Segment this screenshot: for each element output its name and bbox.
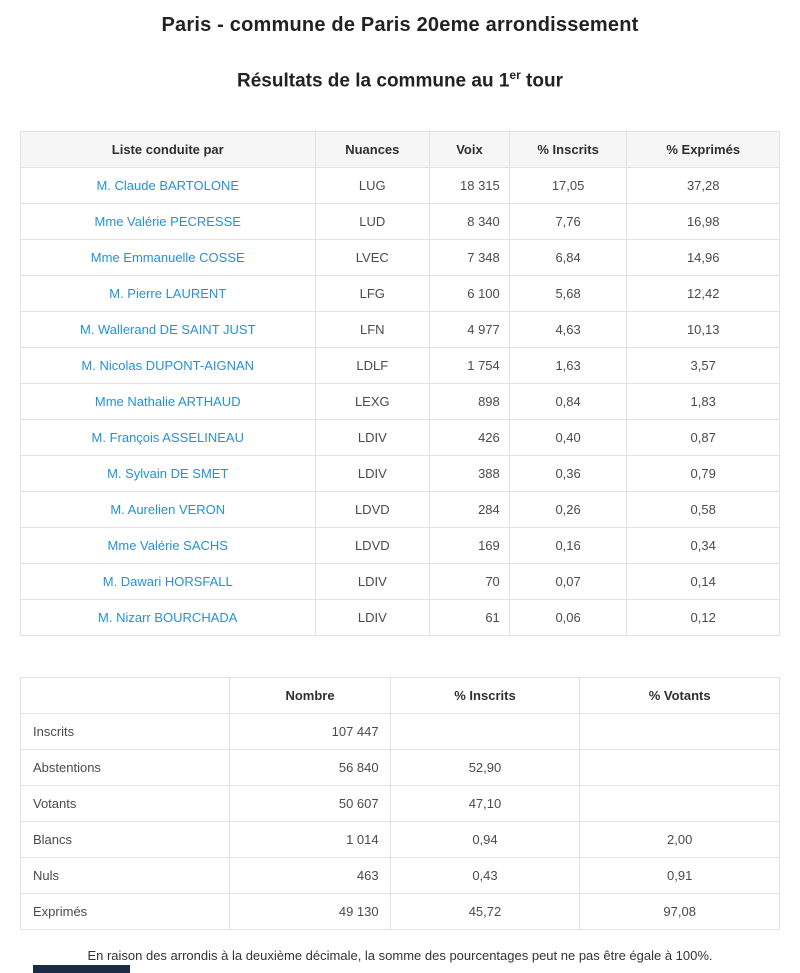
nombre-cell: 50 607 [230,786,390,822]
pct-inscrits-cell: 52,90 [390,750,580,786]
results-table-row [21,456,780,492]
pct-inscrits-cell: 45,72 [390,894,580,930]
candidate-link[interactable]: M. Sylvain DE SMET [107,466,229,482]
nuance-cell: LDIV [315,600,430,636]
voix-cell: 7 348 [430,240,510,276]
pct-inscrits-cell [390,714,580,750]
participation-table-row [21,714,780,750]
results-table-row [21,420,780,456]
results-table-row [21,276,780,312]
column-header-pct-inscrits-2: % Inscrits [390,678,580,714]
pct-inscrits-cell: 0,43 [390,858,580,894]
candidate-link[interactable]: Mme Nathalie ARTHAUD [94,394,241,410]
voix-cell: 6 100 [430,276,510,312]
pct-inscrits-cell: 7,76 [509,204,627,240]
pct-inscrits-cell: 0,07 [509,564,627,600]
pct-exprimes-cell: 0,87 [627,420,780,456]
nuance-cell: LUG [315,168,430,204]
candidate-cell [21,348,316,384]
pct-exprimes-cell: 0,58 [627,492,780,528]
column-header-nombre: Nombre [230,678,390,714]
candidate-link[interactable]: M. François ASSELINEAU [91,430,244,446]
participation-label-cell: Votants [21,786,230,822]
nuance-cell: LDIV [315,564,430,600]
pct-inscrits-cell: 0,16 [509,528,627,564]
pct-exprimes-cell: 37,28 [627,168,780,204]
nuance-cell: LDIV [315,420,430,456]
voix-cell: 898 [430,384,510,420]
nombre-cell: 49 130 [230,894,390,930]
voix-cell: 284 [430,492,510,528]
candidate-link[interactable]: M. Dawari HORSFALL [102,574,233,590]
results-table-row [21,564,780,600]
voix-cell: 8 340 [430,204,510,240]
pct-exprimes-cell: 1,83 [627,384,780,420]
pct-exprimes-cell: 12,42 [627,276,780,312]
results-table-row [21,492,780,528]
column-header-pct-exprimes: % Exprimés [627,132,780,168]
participation-label-cell: Nuls [21,858,230,894]
column-header-nuances: Nuances [315,132,430,168]
candidate-cell [21,240,316,276]
participation-table-row [21,786,780,822]
participation-table-row [21,858,780,894]
results-table-row [21,384,780,420]
voix-cell: 18 315 [430,168,510,204]
participation-table-row [21,822,780,858]
results-table-row [21,204,780,240]
candidate-link[interactable]: Mme Valérie PECRESSE [94,214,241,230]
candidate-cell [21,312,316,348]
pct-votants-cell: 0,91 [580,858,780,894]
nuance-cell: LDVD [315,492,430,528]
pct-exprimes-cell: 0,34 [627,528,780,564]
pct-exprimes-cell: 0,14 [627,564,780,600]
pct-inscrits-cell: 17,05 [509,168,627,204]
candidate-link[interactable]: M. Claude BARTOLONE [96,178,240,194]
rounding-footnote: En raison des arrondis à la deuxième décimale, la somme des pourcentages peut ne pas être égale à 100%. [87,948,713,964]
participation-label-cell: Exprimés [21,894,230,930]
partial-bottom-bar [33,965,130,973]
candidate-link[interactable]: M. Nizarr BOURCHADA [98,610,238,626]
nuance-cell: LDIV [315,456,430,492]
pct-inscrits-cell: 1,63 [509,348,627,384]
participation-table-row [21,750,780,786]
candidate-cell [21,564,316,600]
nuance-cell: LFN [315,312,430,348]
voix-cell: 169 [430,528,510,564]
pct-exprimes-cell: 16,98 [627,204,780,240]
results-table-row [21,348,780,384]
candidate-cell [21,204,316,240]
voix-cell: 61 [430,600,510,636]
page-title: Paris - commune de Paris 20eme arrondissement [161,14,639,36]
voix-cell: 426 [430,420,510,456]
column-header-pct-inscrits: % Inscrits [509,132,627,168]
candidate-link[interactable]: M. Nicolas DUPONT-AIGNAN [81,358,255,374]
pct-exprimes-cell: 3,57 [627,348,780,384]
pct-inscrits-cell: 0,06 [509,600,627,636]
column-header-pct-votants: % Votants [580,678,780,714]
pct-inscrits-cell: 47,10 [390,786,580,822]
pct-inscrits-cell: 4,63 [509,312,627,348]
nuance-cell: LDLF [315,348,430,384]
subtitle-prefix: Résultats de la commune au 1 [237,70,510,92]
nuance-cell: LDVD [315,528,430,564]
results-header-row [21,132,780,168]
voix-cell: 388 [430,456,510,492]
pct-votants-cell: 97,08 [580,894,780,930]
subtitle-suffix: tour [520,70,563,92]
pct-votants-cell [580,786,780,822]
pct-votants-cell [580,714,780,750]
pct-inscrits-cell: 6,84 [509,240,627,276]
candidate-cell [21,168,316,204]
pct-inscrits-cell: 0,84 [509,384,627,420]
pct-exprimes-cell: 14,96 [627,240,780,276]
participation-table-row [21,894,780,930]
participation-table [20,677,780,930]
candidate-cell [21,420,316,456]
voix-cell: 4 977 [430,312,510,348]
results-table-row [21,240,780,276]
nuance-cell: LUD [315,204,430,240]
candidate-cell [21,600,316,636]
pct-votants-cell [580,750,780,786]
nombre-cell: 56 840 [230,750,390,786]
results-table-row [21,528,780,564]
nombre-cell: 1 014 [230,822,390,858]
candidate-cell [21,528,316,564]
candidate-link[interactable]: M. Pierre LAURENT [109,286,227,302]
candidate-link[interactable]: Mme Valérie SACHS [107,538,228,554]
nombre-cell: 463 [230,858,390,894]
subtitle-ordinal-sup: er [509,68,521,82]
nuance-cell: LEXG [315,384,430,420]
candidate-cell [21,276,316,312]
candidate-link[interactable]: M. Wallerand DE SAINT JUST [79,322,256,338]
candidate-cell [21,384,316,420]
results-table-row [21,600,780,636]
results-table [20,131,780,636]
column-header-voix: Voix [430,132,510,168]
voix-cell: 70 [430,564,510,600]
pct-exprimes-cell: 10,13 [627,312,780,348]
candidate-link[interactable]: Mme Emmanuelle COSSE [90,250,245,266]
nuance-cell: LVEC [315,240,430,276]
participation-label-cell: Inscrits [21,714,230,750]
participation-label-cell: Abstentions [21,750,230,786]
participation-header-row [21,678,780,714]
candidate-link[interactable]: M. Aurelien VERON [110,502,226,518]
results-table-row [21,312,780,348]
pct-inscrits-cell: 5,68 [509,276,627,312]
pct-votants-cell: 2,00 [580,822,780,858]
pct-inscrits-cell: 0,36 [509,456,627,492]
pct-inscrits-cell: 0,94 [390,822,580,858]
results-table-row [21,168,780,204]
pct-exprimes-cell: 0,12 [627,600,780,636]
candidate-cell [21,492,316,528]
pct-inscrits-cell: 0,26 [509,492,627,528]
voix-cell: 1 754 [430,348,510,384]
pct-exprimes-cell: 0,79 [627,456,780,492]
nuance-cell: LFG [315,276,430,312]
participation-label-cell: Blancs [21,822,230,858]
column-header-liste: Liste conduite par [21,132,316,168]
nombre-cell: 107 447 [230,714,390,750]
candidate-cell [21,456,316,492]
column-header-empty [21,678,230,714]
page-subtitle [20,68,780,92]
pct-inscrits-cell: 0,40 [509,420,627,456]
